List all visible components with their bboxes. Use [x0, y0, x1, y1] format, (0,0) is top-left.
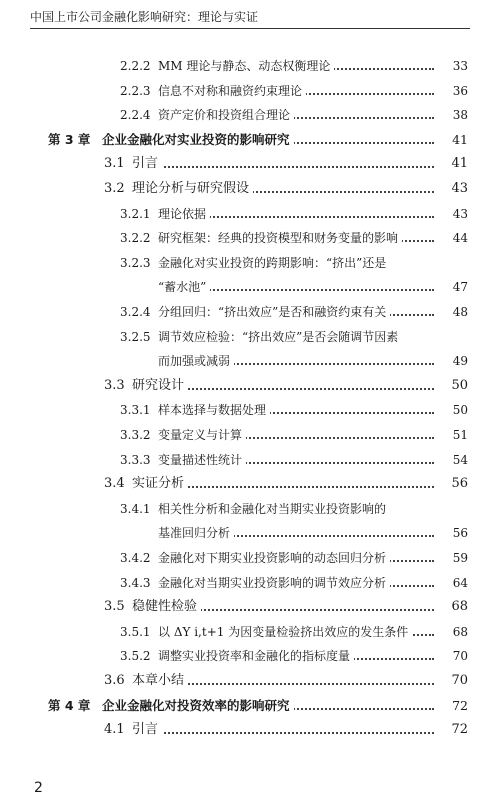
- toc-entry: [0, 497, 500, 521]
- toc-entry: [0, 300, 500, 324]
- toc-entry: [0, 226, 500, 250]
- toc-entry: [0, 620, 500, 644]
- toc-entry-title: [158, 398, 434, 422]
- toc-entry-page: 44: [452, 231, 468, 246]
- toc-entry-title: [132, 718, 434, 742]
- toc-entry-page: 56: [452, 526, 468, 541]
- toc-entry-title: [132, 595, 434, 619]
- toc-entry-title-text: “蓄水池”: [158, 280, 210, 294]
- toc-entry: [0, 398, 500, 422]
- toc-entry: [0, 275, 500, 299]
- page-number: 2: [34, 780, 43, 796]
- toc-entry-page: 49: [452, 354, 468, 369]
- toc-entry: [0, 374, 500, 398]
- toc-entry-title-text: 金融化对实业投资的跨期影响：“挤出”还是: [158, 256, 390, 270]
- running-header-title: 中国上市公司金融化影响研究：理论与实证: [30, 10, 259, 24]
- toc-entry-title-text: 研究设计: [132, 378, 188, 393]
- toc-entry-title: [158, 79, 434, 103]
- toc-entry-page: 64: [452, 575, 468, 590]
- toc-entry-page: 43: [451, 181, 468, 196]
- toc-entry-title: [132, 177, 434, 201]
- toc-entry-title-text: 而加强或减弱: [158, 354, 234, 368]
- toc-entry-title-text: 理论分析与研究假设: [132, 181, 253, 196]
- toc-entry-title-text: 实证分析: [132, 476, 188, 491]
- toc-entry: [0, 521, 500, 545]
- toc-entry-number: 3.5.2: [120, 649, 151, 664]
- toc-entry-number: 3.4.2: [120, 551, 151, 565]
- toc-entry-title: [158, 448, 434, 472]
- toc-entry-page: 50: [452, 403, 468, 418]
- toc-entry-title-text: 企业金融化对实业投资的影响研究: [102, 132, 294, 147]
- toc-entry-number: 2.2.4: [120, 108, 151, 123]
- toc-entry-number: 3.2.4: [120, 305, 151, 319]
- toc-entry-title-text: 金融化对当期实业投资影响的调节效应分析: [158, 576, 390, 590]
- toc-entry-title: [102, 128, 434, 152]
- toc-entry-title: [102, 694, 434, 718]
- toc-entry-number: 3.2: [104, 181, 125, 196]
- toc-entry-title: [132, 472, 434, 496]
- toc-entry-page: 70: [452, 649, 468, 664]
- toc-entry-title: [158, 644, 434, 668]
- toc-entry-title-text: MM 理论与静态、动态权衡理论: [158, 59, 334, 73]
- toc-entry-title: [158, 300, 434, 324]
- toc-entry-title-text: 基准回归分析: [158, 526, 234, 540]
- toc-entry-number: 3.2.2: [120, 231, 151, 246]
- toc-entry-title-text: 企业金融化对投资效率的影响研究: [102, 698, 294, 713]
- toc-entry: [0, 79, 500, 103]
- toc-entry: [0, 644, 500, 668]
- toc-entry: [0, 546, 500, 570]
- toc-entry-title: [158, 521, 434, 545]
- toc-entry-title: [158, 497, 434, 521]
- toc-entry-page: 56: [451, 476, 468, 492]
- toc-entry-title-text: 相关性分析和金融化对当期实业投资影响的: [158, 502, 390, 516]
- toc-entry-number: 3.5.1: [120, 624, 151, 639]
- toc-entry-page: 70: [451, 673, 468, 688]
- toc-entry-number: 3.3.3: [120, 452, 151, 467]
- toc-entry: [0, 152, 500, 176]
- toc-entry-number: 第 4 章: [48, 697, 91, 713]
- toc-entry-number: 3.2.3: [120, 255, 151, 270]
- toc-entry-page: 41: [451, 156, 468, 172]
- toc-entry: [0, 448, 500, 472]
- toc-entry-title-text: 调整实业投资率和金融化的指标度量: [158, 649, 354, 663]
- toc-entry-title: [158, 251, 434, 275]
- toc-entry-title-text: 样本选择与数据处理: [158, 403, 270, 417]
- toc-entry-title-text: 稳健性检验: [132, 599, 201, 614]
- toc-entry-page: 54: [452, 452, 468, 467]
- toc-entry-title: [158, 423, 434, 447]
- toc-entry-number: 3.3.2: [120, 428, 151, 442]
- toc-entry-title-text: 变量定义与计算: [158, 428, 246, 442]
- toc-entry-title-text: 金融化对下期实业投资影响的动态回归分析: [158, 551, 390, 565]
- toc-entry-number: 3.1: [104, 156, 125, 172]
- toc-entry-title-text: 分组回归：“挤出效应”是否和融资约束有关: [158, 305, 390, 319]
- toc-entry-number: 3.2.1: [120, 206, 151, 221]
- toc-entry-title: [158, 103, 434, 127]
- toc-entry-number: 2.2.3: [120, 83, 151, 98]
- toc-entry: [0, 423, 500, 447]
- toc-entry-title: [158, 571, 434, 595]
- toc-entry: [0, 325, 500, 349]
- toc-entry: [0, 472, 500, 496]
- toc-entry-number: 4.1: [104, 722, 125, 738]
- toc-entry-title: [158, 226, 434, 250]
- toc-entry-page: 72: [451, 722, 468, 738]
- toc-entry-title: [132, 669, 434, 693]
- toc-chapter-entry: [0, 694, 500, 718]
- toc-entry: [0, 718, 500, 742]
- toc-entry-number: 3.4.3: [120, 575, 151, 590]
- toc-entry: [0, 669, 500, 693]
- toc-entry-number: 3.4.1: [120, 501, 151, 516]
- toc-entry-page: 48: [452, 305, 468, 319]
- toc-entry-title: [132, 152, 434, 176]
- toc-entry-number: 3.4: [104, 476, 125, 492]
- toc-entry-page: 50: [451, 377, 468, 393]
- toc-entry-page: 72: [452, 697, 468, 713]
- toc-entry-number: 3.5: [104, 599, 125, 615]
- toc-entry-title: [158, 202, 434, 226]
- toc-entry-number: 3.3: [104, 377, 125, 393]
- toc-entry: [0, 103, 500, 127]
- toc-entry: [0, 595, 500, 619]
- toc-entry-title-text: 以 ΔY i,t+1 为因变量检验挤出效应的发生条件: [158, 625, 412, 639]
- toc-entry-title-text: 引言: [132, 722, 162, 737]
- toc-chapter-entry: [0, 128, 500, 152]
- toc-entry-page: 33: [452, 59, 468, 73]
- toc-entry-number: 3.6: [104, 673, 125, 688]
- toc-entry-page: 68: [451, 599, 468, 615]
- toc-entry: [0, 202, 500, 226]
- toc-entry-page: 59: [452, 551, 468, 565]
- toc-entry-number: 3.3.1: [120, 403, 151, 418]
- toc-entry-page: 36: [452, 83, 468, 98]
- running-header: [30, 8, 470, 29]
- toc-entry: [0, 349, 500, 373]
- toc-entry-number: 第 3 章: [48, 131, 91, 147]
- toc-entry-title: [158, 275, 434, 299]
- toc-entry-title-text: 变量描述性统计: [158, 453, 246, 467]
- toc-entry-page: 41: [452, 131, 468, 147]
- toc-entry: [0, 251, 500, 275]
- toc-entry-title-text: 引言: [132, 156, 162, 171]
- toc-entry-number: 2.2.2: [120, 59, 151, 73]
- toc-entry-title: [158, 620, 434, 644]
- toc-entry-title-text: 研究框架：经典的投资模型和财务变量的影响: [158, 231, 402, 245]
- toc-entry-title-text: 信息不对称和融资约束理论: [158, 84, 306, 98]
- toc-entry-page: 38: [452, 108, 468, 123]
- toc-entry-title: [158, 349, 434, 373]
- toc-entry-page: 68: [452, 624, 468, 639]
- toc-entry-title: [158, 325, 434, 349]
- toc-entry-page: 51: [452, 428, 468, 442]
- toc-entry-title-text: 本章小结: [132, 673, 188, 688]
- toc-entry-title: [132, 374, 434, 398]
- toc-entry-page: 47: [452, 280, 468, 295]
- toc-entry-page: 43: [452, 206, 468, 221]
- toc-entry-title: [158, 54, 434, 78]
- toc-entry-title-text: 资产定价和投资组合理论: [158, 108, 294, 122]
- toc-entry: [0, 54, 500, 78]
- toc-entry-title: [158, 546, 434, 570]
- toc-entry-title-text: 调节效应检验：“挤出效应”是否会随调节因素: [158, 330, 402, 344]
- toc-entry-number: 3.2.5: [120, 329, 151, 344]
- toc-entry: [0, 571, 500, 595]
- toc-entry: [0, 177, 500, 201]
- toc-entry-title-text: 理论依据: [158, 207, 210, 221]
